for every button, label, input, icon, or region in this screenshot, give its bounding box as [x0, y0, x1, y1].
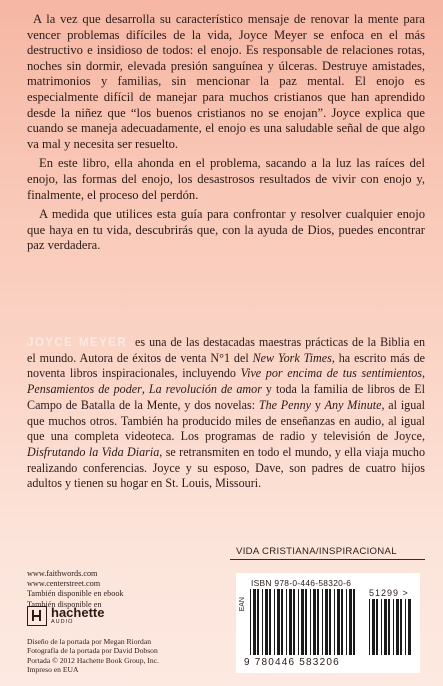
price-digits: 51299 — [369, 588, 400, 598]
category-divider — [230, 559, 425, 560]
bio-text: , al igual que muchos otros. También ha producido miles de enseñanzas en audio, al igual que una completa videoteca. Los programas de radio y televisión de Joyce, — [27, 397, 426, 444]
bio-italic-title: New York Times — [252, 350, 332, 365]
barcode-bar — [313, 589, 316, 655]
credit-printed: Impreso en EUA — [27, 665, 79, 675]
logo-word: hachette — [51, 605, 105, 620]
barcode-bar — [269, 589, 271, 655]
bio-italic-title: Disfrutando la Vida Diaria — [27, 444, 160, 459]
ean-barcode — [250, 589, 360, 655]
price-barcode — [369, 599, 413, 655]
barcode-bar — [372, 599, 375, 655]
barcode-bar — [325, 589, 328, 655]
publisher-info — [27, 569, 124, 610]
category-label: VIDA CRISTIANA/INSPIRACIONAL — [236, 546, 397, 557]
hachette-audio-logo — [27, 606, 104, 626]
barcode-bar — [341, 589, 343, 655]
barcode-bar — [376, 599, 378, 655]
barcode-bar — [281, 589, 283, 655]
barcode-bar — [349, 589, 352, 655]
barcode-bar — [405, 599, 406, 655]
barcode-bar — [289, 589, 292, 655]
audio-availability: También disponible en — [27, 599, 102, 609]
barcode-bar — [286, 589, 287, 655]
barcode-panel — [236, 573, 420, 673]
barcode-bar — [310, 589, 311, 655]
barcode-bar — [393, 599, 394, 655]
barcode-bar — [334, 589, 335, 655]
barcode-bar — [274, 589, 275, 655]
back-cover-blurb — [27, 12, 425, 258]
barcode-bar — [322, 589, 323, 655]
barcode-bar — [337, 589, 340, 655]
blurb-paragraph-2: En este libro, ella ahonda en el problema, sacando a la luz las raíces del enojo, las formas del enojo, los desastrosos resultados de vivir con enojo y, finalmente, el proceso del perdón. — [27, 156, 425, 202]
barcode-bar — [277, 589, 280, 655]
bio-text: y — [311, 397, 325, 412]
bio-text: , — [141, 382, 149, 397]
blurb-paragraph-1: A la vez que desarrolla su característico mensaje de renovar la mente para vencer problemas difíciles de la vida, Joyce Meyer se enfoca en el más destructivo e insidioso de todos: el enojo. Es responsable de relaciones rotas, noches sin dormir, elevada presión sanguínea y úlceras. Destruye amistades, matrimonios y familias, sin mencionar la paz mental. El enojo es especialmente difícil de manejar para muchos cristianos que han aprendido desde la niñez que “los buenos cristianos no se enojan”. Joyce explica que cuando se maneja adecuadamente, el enojo es una saludable señal de que algo va mal y necesita ser resuelto. — [27, 12, 425, 151]
hachette-h-icon — [27, 606, 47, 626]
barcode-bar — [265, 589, 268, 655]
barcode-bar — [253, 589, 256, 655]
barcode-bar — [262, 589, 263, 655]
price-code — [369, 588, 409, 598]
bio-italic-title: La revolución de amor — [148, 382, 262, 397]
blurb-paragraph-3: A medida que utilices esta guía para confrontar y resolver cualquier enojo que haya en tu vida, descubrirás que, con la ayuda de Dios, puedes encontrar paz verdadera. — [27, 207, 425, 253]
barcode-bar — [396, 599, 399, 655]
barcode-bar — [346, 589, 347, 655]
barcode-bar — [400, 599, 402, 655]
barcode-bar — [317, 589, 319, 655]
author-bio — [27, 335, 425, 492]
barcode-bar — [384, 599, 387, 655]
logo-sub: AUDIO — [51, 619, 74, 625]
barcode-bar — [250, 589, 251, 655]
cover-credits — [27, 637, 159, 675]
author-name: JOYCE MEYER — [27, 336, 128, 349]
barcode-bar — [353, 589, 355, 655]
barcode-bar — [329, 589, 331, 655]
barcode-bar — [301, 589, 304, 655]
isbn-label: ISBN 978-0-446-58320-6 — [251, 578, 352, 588]
bio-text: , ha escrito más de noventa libros inspiracionales, incluyendo — [27, 350, 425, 381]
barcode-bar — [388, 599, 390, 655]
barcode-digits: 9 780446 583206 — [244, 657, 340, 668]
barcode-bar — [408, 599, 411, 655]
website-centerstreet: www.centerstreet.com — [27, 579, 101, 589]
bio-text: es una de las destacadas maestras prácticas de la Biblia en el mundo. Autora de éxitos de venta N°1 del — [27, 335, 426, 365]
bio-text: , — [421, 366, 425, 381]
barcode-bar — [298, 589, 299, 655]
bio-italic-title: The Penny — [258, 397, 312, 412]
bio-text: y toda la familia de libros de El Campo de Batalla de la Mente, y dos novelas: — [27, 382, 425, 412]
price-arrow: > — [402, 588, 409, 598]
bio-text: , se retransmiten en todo el mundo, y ella viaja mucho realizando conferencias. Joyce y su esposo, Dave, son padres de cuatro hijos adultos y tienen su hogar en St. Louis, Missouri. — [27, 444, 425, 491]
bio-italic-title: Pensamientos de poder — [27, 382, 142, 397]
barcode-bar — [369, 599, 370, 655]
barcode-bar — [305, 589, 307, 655]
credit-copyright: Portada © 2012 Hachette Book Group, Inc. — [27, 655, 159, 665]
credit-design: Diseño de la portada por Megan Riordan — [27, 637, 151, 646]
barcode-bar — [257, 589, 259, 655]
ebook-availability: También disponible en ebook — [27, 589, 124, 599]
credit-photo: Fotografía de la portada por David Dobson — [27, 646, 158, 656]
bio-italic-title: Vive por encima de tus sentimientos — [240, 366, 422, 381]
bio-italic-title: Any Minute — [324, 397, 382, 412]
website-faithwords: www.faithwords.com — [27, 569, 98, 578]
ean-label: EAN — [239, 597, 246, 612]
barcode-bar — [381, 599, 382, 655]
barcode-bar — [293, 589, 295, 655]
